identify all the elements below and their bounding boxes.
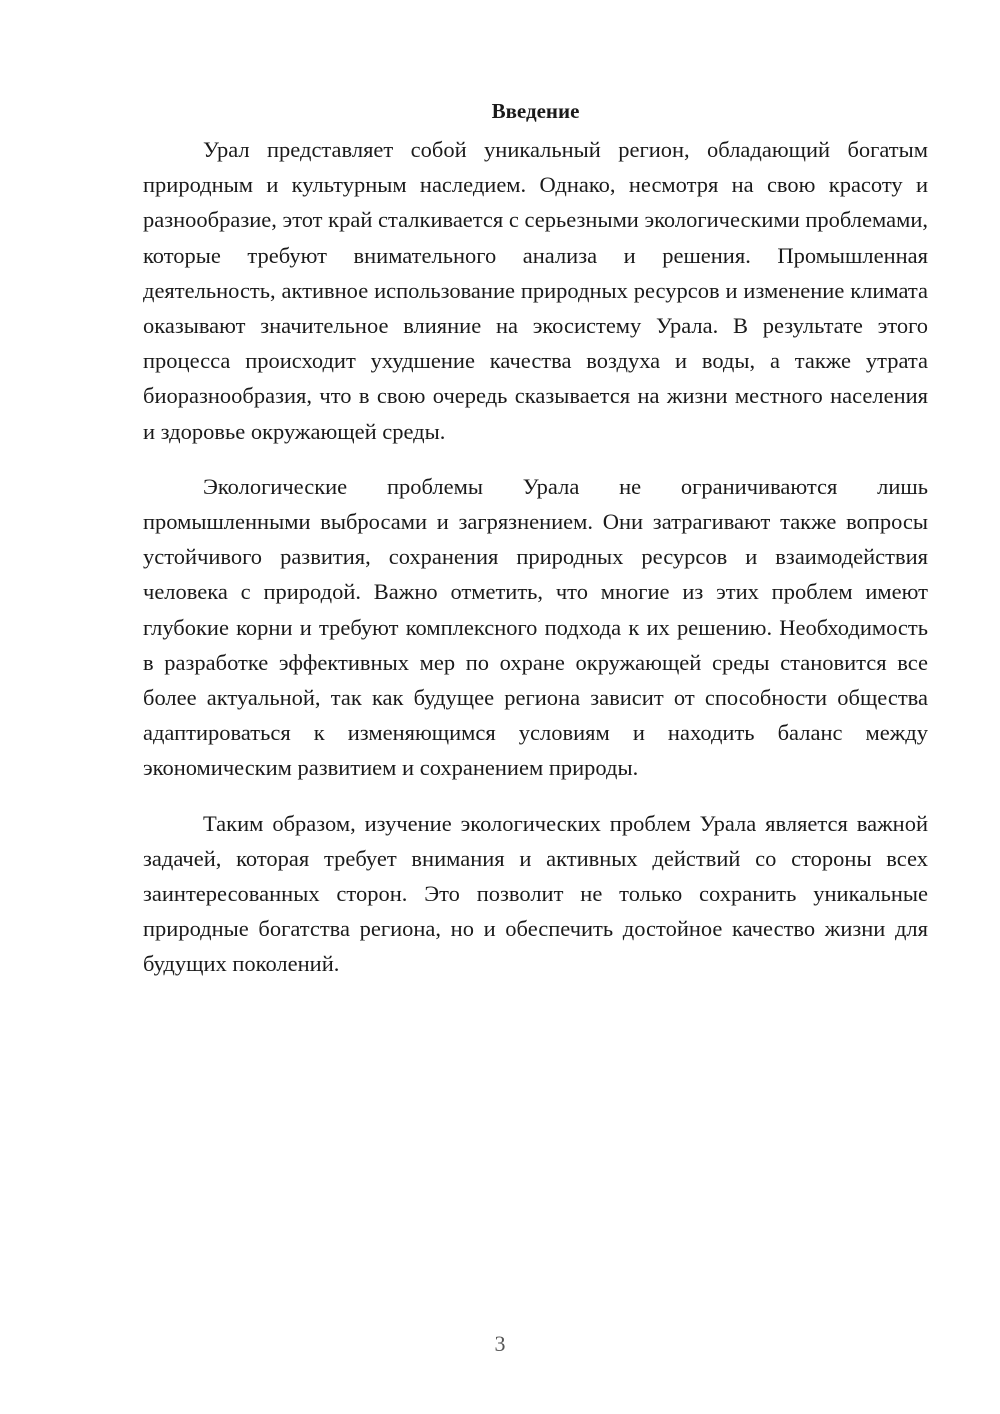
paragraph-3: Таким образом, изучение экологических проблем Урала является важной задачей, которая требует внимания и активных действий со стороны всех заинтересованных сторон. Это позволит не только сохранить уникальные природные богатства региона, но и обеспечить достойное качество жизни для будущих поколений. (143, 810, 928, 977)
page-content (143, 92, 928, 1002)
page-number: 3 (494, 1331, 506, 1356)
paragraph-1: Урал представляет собой уникальный регион, обладающий богатым природным и культурным наследием. Однако, несмотря на свою красоту и разнообразие, этот край сталкивается с серьезными экологическими проблемами, которые требуют внимательного анализа и решения. Промышленная деятельность, активное использование природных ресурсов и изменение климата оказывают значительное влияние на экосистему Урала. В результате этого процесса происходит ухудшение качества воздуха и воды, а также утрата биоразнообразия, что в свою очередь сказывается на жизни местного населения и здоровье окружающей среды. (143, 137, 928, 444)
paragraph-2: Экологические проблемы Урала не ограничиваются лишь промышленными выбросами и загрязнением. Они затрагивают также вопросы устойчивого развития, сохранения природных ресурсов и взаимодействия человека с природой. Важно отметить, что многие из этих проблем имеют глубокие корни и требуют комплексного подхода к их решению. Необходимость в разработке эффективных мер по охране окружающей среды становится все более актуальной, так как будущее региона зависит от способности общества адаптироваться к изменяющимся условиям и находить баланс между экономическим развитием и сохранением природы. (143, 473, 928, 781)
section-title: Введение (491, 99, 580, 123)
